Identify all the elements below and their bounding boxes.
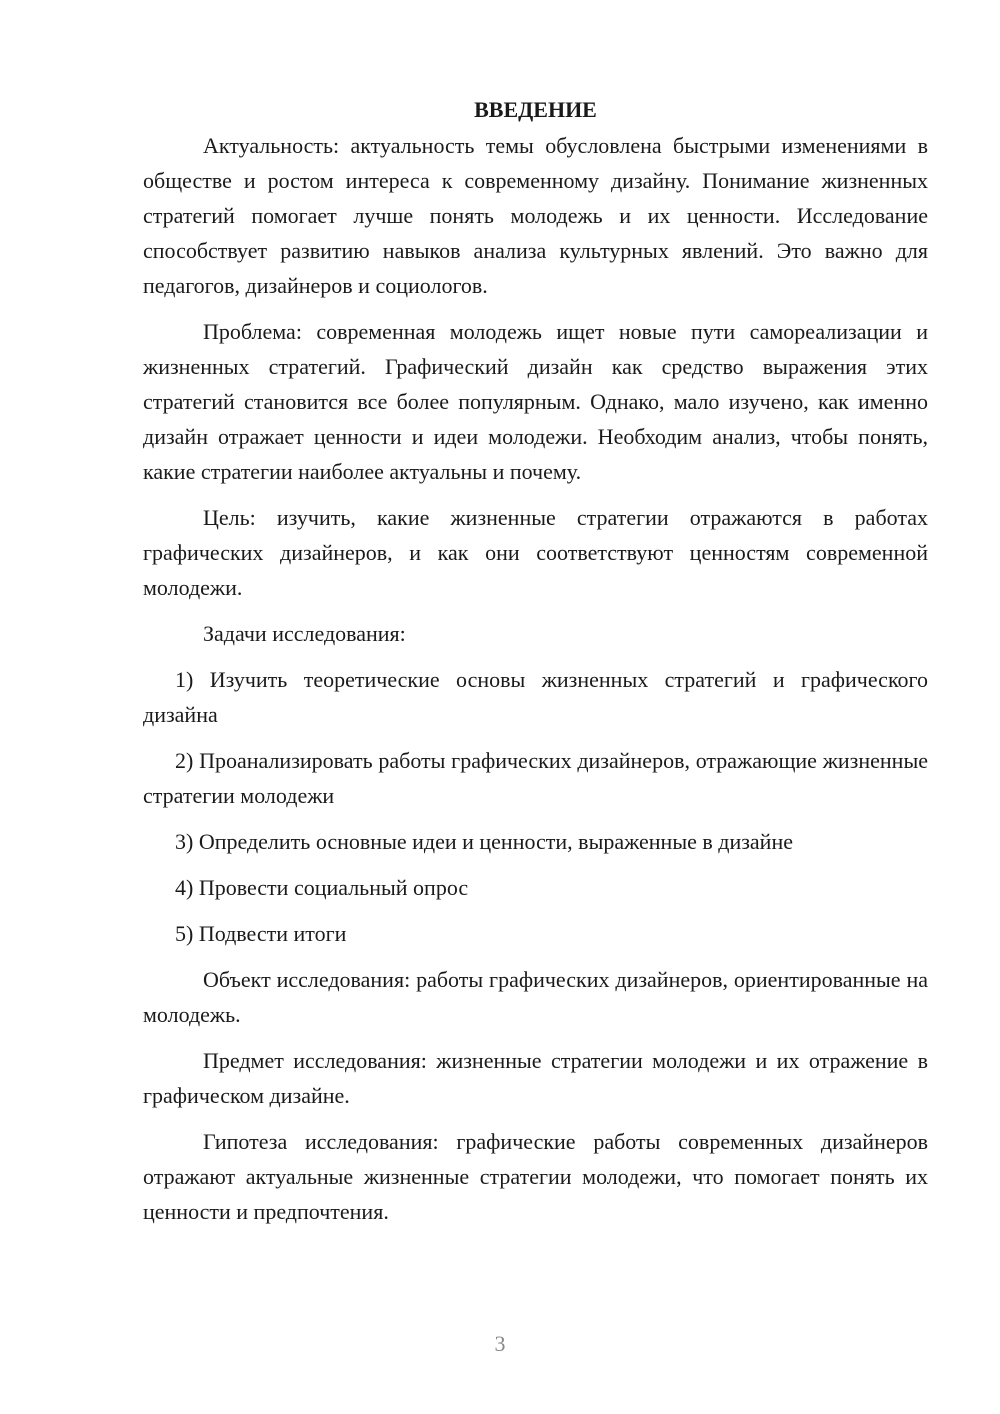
goal-paragraph: Цель: изучить, какие жизненные стратегии отражаются в работах графических дизайнеров, и как они соответствуют ценностям современной молодежи. xyxy=(143,505,928,600)
task-item-3: 3) Определить основные идеи и ценности, выраженные в дизайне xyxy=(175,829,793,854)
task-item-4: 4) Провести социальный опрос xyxy=(175,875,469,900)
task-item-2: 2) Проанализировать работы графических дизайнеров, отражающие жизненные стратегии молодежи xyxy=(143,748,928,808)
problem-paragraph: Проблема: современная молодежь ищет новые пути самореализации и жизненных стратегий. Графический дизайн как средство выражения этих стратегий становится все более популярным. Однако, мало изучено, как именно дизайн отражает ценности и идеи молодежи. Необходим анализ, чтобы понять, какие стратегии наиболее актуальны и почему. xyxy=(143,319,928,484)
page-number: 3 xyxy=(494,1331,506,1356)
task-item-1: 1) Изучить теоретические основы жизненных стратегий и графического дизайна xyxy=(143,667,928,727)
tasks-heading: Задачи исследования: xyxy=(203,621,406,646)
page-title: ВВЕДЕНИЕ xyxy=(474,97,597,122)
object-paragraph: Объект исследования: работы графических дизайнеров, ориентированные на молодежь. xyxy=(143,967,928,1027)
hypothesis-paragraph: Гипотеза исследования: графические работы современных дизайнеров отражают актуальные жизненные стратегии молодежи, что помогает понять их ценности и предпочтения. xyxy=(143,1129,928,1224)
document-body xyxy=(143,92,928,1240)
task-item-5: 5) Подвести итоги xyxy=(175,921,347,946)
relevance-paragraph: Актуальность: актуальность темы обусловлена быстрыми изменениями в обществе и ростом интереса к современному дизайну. Понимание жизненных стратегий помогает лучше понять молодежь и их ценности. Исследование способствует развитию навыков анализа культурных явлений. Это важно для педагогов, дизайнеров и социологов. xyxy=(143,133,928,298)
subject-paragraph: Предмет исследования: жизненные стратегии молодежи и их отражение в графическом дизайне. xyxy=(143,1048,928,1108)
